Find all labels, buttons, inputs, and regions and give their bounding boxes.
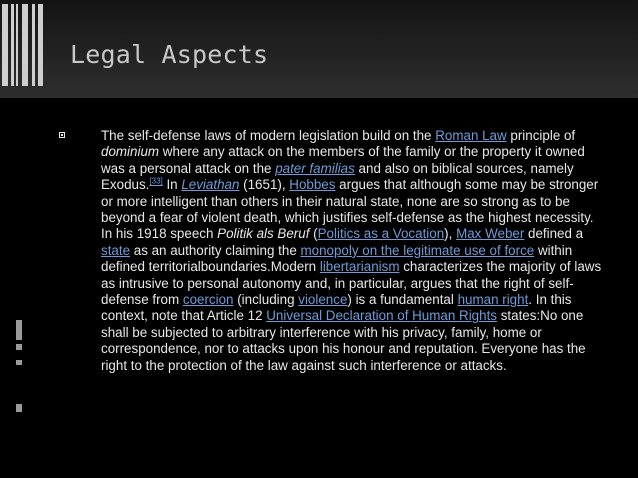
link-politics-as-a-vocation[interactable]: Politics as a Vocation: [317, 226, 445, 242]
paragraph-text: ),: [444, 226, 457, 242]
link-hobbes[interactable]: Hobbes: [289, 177, 336, 193]
paragraph-text: (1651),: [239, 177, 290, 193]
paragraph-text: as an authority claiming the: [130, 242, 301, 258]
link-leviathan[interactable]: Leviathan: [181, 177, 240, 193]
link-roman-law[interactable]: Roman Law: [435, 128, 507, 143]
link-human-right[interactable]: human right: [457, 292, 529, 308]
link-libertarianism[interactable]: libertarianism: [319, 259, 400, 275]
link-33[interactable]: [33]: [149, 176, 163, 186]
slide-title: Legal Aspects: [70, 40, 269, 69]
italic-text: dominium: [101, 144, 160, 160]
link-max-weber[interactable]: Max Weber: [456, 226, 525, 242]
italic-text: Politik als Beruf: [217, 226, 310, 242]
link-violence[interactable]: violence: [298, 292, 348, 308]
paragraph-text: (including: [233, 292, 299, 308]
link-monopoly-on-the-legitimate-use-of-force[interactable]: monopoly on the legitimate use of force: [300, 242, 535, 258]
decorative-bars-top: [0, 0, 48, 98]
paragraph-text: ) is a fundamental: [347, 292, 458, 308]
decorative-bars-left: [0, 320, 30, 478]
paragraph-text: and also on biblical sources, namely Exodus.: [101, 160, 574, 193]
paragraph-text: characterizes the majority of laws as intrusive to personal autonomy and, in particular, argues that the right of self-defense from: [101, 259, 602, 308]
link-state[interactable]: state: [101, 242, 131, 258]
paragraph-text: argues that although some may be stronger or more intelligent than others in their natural state, none are so strong as to be beyond a fear of violent death, which justifies self-defense as the highest necessity. In his 1918 speech: [101, 177, 599, 242]
bullet-icon: [59, 132, 65, 138]
paragraph-text: The self-defense laws of modern legislation build on the: [101, 128, 436, 143]
paragraph-text: states:No one shall be subjected to arbitrary interference with his privacy, family, home or correspondence, nor to attacks upon his honour and reputation. Everyone has the right to the protection of the law against such interference or attacks.: [101, 308, 586, 373]
paragraph-text: . In this context, note that Article 12: [101, 292, 572, 324]
paragraph-text: In: [162, 177, 182, 193]
link-pater-familias[interactable]: pater familias: [275, 160, 355, 176]
paragraph-text: within defined territorialboundaries.Modern: [101, 242, 573, 275]
paragraph-text: (: [309, 226, 318, 242]
paragraph-text: principle of: [506, 128, 576, 143]
body-paragraph: [80, 128, 604, 374]
paragraph-text: defined a: [524, 226, 584, 242]
paragraph-text: where any attack on the members of the family or the property it owned was a personal attack on the: [101, 144, 585, 176]
slide-body: [80, 128, 604, 374]
link-universal-declaration-of-human-rights[interactable]: Universal Declaration of Human Rights: [266, 308, 497, 324]
link-coercion[interactable]: coercion: [182, 292, 234, 308]
